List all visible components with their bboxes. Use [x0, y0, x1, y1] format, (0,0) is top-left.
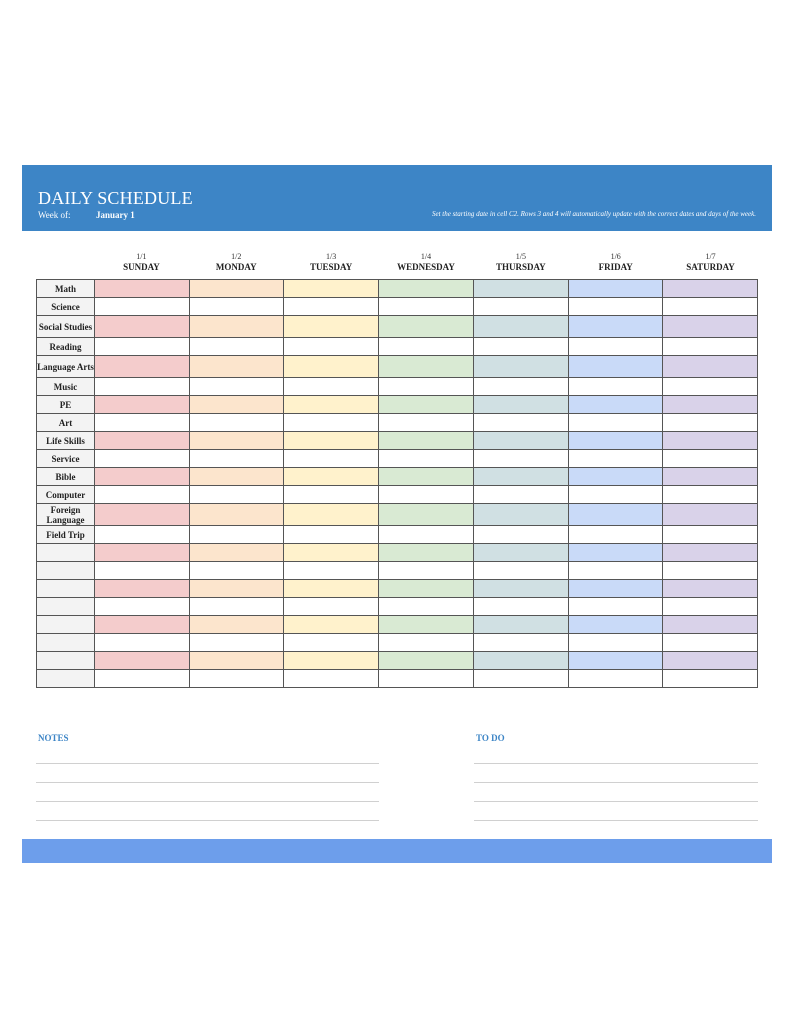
- schedule-cell[interactable]: [568, 544, 663, 562]
- schedule-cell[interactable]: [663, 670, 758, 688]
- schedule-cell[interactable]: [379, 504, 474, 526]
- schedule-cell[interactable]: [663, 598, 758, 616]
- day-header-0: [94, 252, 189, 276]
- day-date: 1/1: [136, 252, 147, 261]
- schedule-cell[interactable]: [379, 486, 474, 504]
- schedule-cell[interactable]: [568, 670, 663, 688]
- schedule-cell[interactable]: [568, 338, 663, 356]
- schedule-cell[interactable]: [473, 526, 568, 544]
- footer-bar: [22, 839, 772, 863]
- day-header-3: [379, 252, 474, 276]
- schedule-cell[interactable]: [568, 616, 663, 634]
- schedule-cell[interactable]: [379, 598, 474, 616]
- schedule-cell[interactable]: [663, 652, 758, 670]
- schedule-cell[interactable]: [379, 356, 474, 378]
- schedule-cell[interactable]: [568, 432, 663, 450]
- schedule-cell[interactable]: [189, 298, 284, 316]
- day-header-4: [473, 252, 568, 276]
- schedule-cell[interactable]: [284, 634, 379, 652]
- schedule-cell[interactable]: [284, 396, 379, 414]
- schedule-cell[interactable]: [473, 414, 568, 432]
- schedule-cell[interactable]: [95, 486, 190, 504]
- schedule-cell[interactable]: [189, 432, 284, 450]
- schedule-cell[interactable]: [95, 504, 190, 526]
- schedule-cell[interactable]: [189, 486, 284, 504]
- schedule-cell[interactable]: [568, 652, 663, 670]
- schedule-cell[interactable]: [568, 450, 663, 468]
- schedule-row: [37, 432, 758, 450]
- schedule-cell[interactable]: [284, 280, 379, 298]
- schedule-cell[interactable]: [379, 562, 474, 580]
- schedule-cell[interactable]: [473, 338, 568, 356]
- schedule-cell[interactable]: [473, 670, 568, 688]
- schedule-cell[interactable]: [473, 298, 568, 316]
- schedule-cell[interactable]: [189, 670, 284, 688]
- subject-cell[interactable]: Music: [37, 378, 95, 396]
- schedule-cell[interactable]: [663, 298, 758, 316]
- todo-line[interactable]: [474, 820, 758, 821]
- subject-cell[interactable]: Science: [37, 298, 95, 316]
- schedule-cell[interactable]: [189, 414, 284, 432]
- header-banner: [22, 165, 772, 231]
- schedule-cell[interactable]: [284, 316, 379, 338]
- day-header-2: [284, 252, 379, 276]
- subject-cell[interactable]: Field Trip: [37, 526, 95, 544]
- day-header-5: [568, 252, 663, 276]
- schedule-cell[interactable]: [473, 562, 568, 580]
- schedule-cell[interactable]: [473, 356, 568, 378]
- schedule-cell[interactable]: [473, 316, 568, 338]
- day-header-1: [189, 252, 284, 276]
- subject-cell[interactable]: [37, 580, 95, 598]
- schedule-cell[interactable]: [473, 486, 568, 504]
- schedule-cell[interactable]: [663, 634, 758, 652]
- day-name: MONDAY: [215, 262, 257, 272]
- schedule-cell[interactable]: [284, 486, 379, 504]
- notes-label: NOTES: [38, 733, 69, 743]
- day-name: FRIDAY: [598, 262, 633, 272]
- subject-cell[interactable]: Math: [37, 280, 95, 298]
- schedule-cell[interactable]: [568, 580, 663, 598]
- schedule-cell[interactable]: [95, 378, 190, 396]
- schedule-cell[interactable]: [284, 526, 379, 544]
- schedule-cell[interactable]: [473, 450, 568, 468]
- schedule-cell[interactable]: [473, 652, 568, 670]
- schedule-row: [37, 298, 758, 316]
- day-name: TUESDAY: [310, 262, 353, 272]
- schedule-cell[interactable]: [663, 338, 758, 356]
- schedule-cell[interactable]: [284, 670, 379, 688]
- schedule-cell[interactable]: [663, 526, 758, 544]
- schedule-cell[interactable]: [189, 338, 284, 356]
- subject-cell[interactable]: Bible: [37, 468, 95, 486]
- schedule-cell[interactable]: [284, 616, 379, 634]
- schedule-cell[interactable]: [473, 468, 568, 486]
- schedule-cell[interactable]: [663, 504, 758, 526]
- schedule-cell[interactable]: [95, 670, 190, 688]
- schedule-cell[interactable]: [379, 580, 474, 598]
- subject-cell[interactable]: Art: [37, 414, 95, 432]
- schedule-cell[interactable]: [379, 414, 474, 432]
- schedule-row: [37, 450, 758, 468]
- schedule-cell[interactable]: [568, 526, 663, 544]
- schedule-cell[interactable]: [189, 580, 284, 598]
- schedule-cell[interactable]: [95, 396, 190, 414]
- schedule-cell[interactable]: [379, 450, 474, 468]
- schedule-cell[interactable]: [189, 544, 284, 562]
- schedule-cell[interactable]: [189, 378, 284, 396]
- todo-line[interactable]: [474, 763, 758, 764]
- schedule-cell[interactable]: [473, 616, 568, 634]
- schedule-cell[interactable]: [568, 504, 663, 526]
- schedule-cell[interactable]: [473, 280, 568, 298]
- day-date: 1/5: [515, 252, 526, 261]
- schedule-cell[interactable]: [189, 616, 284, 634]
- notes-line[interactable]: [36, 782, 379, 783]
- notes-line[interactable]: [36, 801, 379, 802]
- schedule-cell[interactable]: [379, 616, 474, 634]
- schedule-cell[interactable]: [473, 432, 568, 450]
- subject-cell[interactable]: Language Arts: [37, 356, 95, 378]
- schedule-grid: [36, 279, 758, 688]
- schedule-cell[interactable]: [379, 378, 474, 396]
- notes-line[interactable]: [36, 820, 379, 821]
- schedule-cell[interactable]: [568, 414, 663, 432]
- schedule-row: [37, 526, 758, 544]
- schedule-cell[interactable]: [663, 356, 758, 378]
- day-name: SATURDAY: [686, 262, 735, 272]
- schedule-cell[interactable]: [95, 450, 190, 468]
- schedule-row: [37, 414, 758, 432]
- day-date: 1/3: [326, 252, 337, 261]
- subject-cell[interactable]: [37, 544, 95, 562]
- schedule-cell[interactable]: [189, 316, 284, 338]
- schedule-cell[interactable]: [568, 562, 663, 580]
- day-name: WEDNESDAY: [397, 262, 455, 272]
- schedule-cell[interactable]: [473, 580, 568, 598]
- schedule-row: [37, 486, 758, 504]
- schedule-cell[interactable]: [379, 338, 474, 356]
- schedule-row: [37, 562, 758, 580]
- subject-cell[interactable]: Computer: [37, 486, 95, 504]
- subject-cell[interactable]: Service: [37, 450, 95, 468]
- schedule-cell[interactable]: [663, 280, 758, 298]
- schedule-cell[interactable]: [568, 468, 663, 486]
- schedule-cell[interactable]: [568, 356, 663, 378]
- schedule-cell[interactable]: [95, 634, 190, 652]
- schedule-cell[interactable]: [663, 580, 758, 598]
- schedule-cell[interactable]: [663, 486, 758, 504]
- schedule-row: [37, 504, 758, 526]
- schedule-row: [37, 378, 758, 396]
- schedule-cell[interactable]: [473, 544, 568, 562]
- schedule-cell[interactable]: [663, 396, 758, 414]
- week-of-label: Week of:: [38, 210, 71, 220]
- notes-line[interactable]: [36, 763, 379, 764]
- schedule-row: [37, 544, 758, 562]
- schedule-cell[interactable]: [284, 378, 379, 396]
- schedule-cell[interactable]: [568, 486, 663, 504]
- schedule-cell[interactable]: [473, 504, 568, 526]
- schedule-cell[interactable]: [379, 468, 474, 486]
- schedule-cell[interactable]: [663, 468, 758, 486]
- schedule-cell[interactable]: [95, 316, 190, 338]
- page-title: DAILY SCHEDULE: [38, 188, 193, 208]
- schedule-cell[interactable]: [189, 562, 284, 580]
- day-name: SUNDAY: [123, 262, 160, 272]
- schedule-cell[interactable]: [568, 316, 663, 338]
- schedule-cell[interactable]: [284, 504, 379, 526]
- schedule-cell[interactable]: [284, 652, 379, 670]
- subject-cell[interactable]: [37, 598, 95, 616]
- schedule-cell[interactable]: [284, 338, 379, 356]
- schedule-cell[interactable]: [379, 432, 474, 450]
- subject-cell[interactable]: [37, 562, 95, 580]
- schedule-row: [37, 652, 758, 670]
- schedule-cell[interactable]: [284, 432, 379, 450]
- schedule-cell[interactable]: [284, 468, 379, 486]
- subject-cell[interactable]: Foreign Language: [37, 504, 95, 526]
- instruction-text: Set the starting date in cell C2. Rows 3 and 4 will automatically update with the correct dates and days of the week.: [431, 210, 756, 218]
- subject-cell[interactable]: [37, 670, 95, 688]
- schedule-cell[interactable]: [663, 616, 758, 634]
- schedule-cell[interactable]: [189, 396, 284, 414]
- schedule-cell[interactable]: [189, 504, 284, 526]
- schedule-cell[interactable]: [189, 634, 284, 652]
- schedule-cell[interactable]: [379, 316, 474, 338]
- schedule-cell[interactable]: [95, 338, 190, 356]
- schedule-cell[interactable]: [379, 670, 474, 688]
- schedule-cell[interactable]: [473, 598, 568, 616]
- schedule-cell[interactable]: [95, 356, 190, 378]
- schedule-cell[interactable]: [95, 432, 190, 450]
- schedule-cell[interactable]: [284, 356, 379, 378]
- schedule-cell[interactable]: [95, 616, 190, 634]
- schedule-row: [37, 280, 758, 298]
- schedule-cell[interactable]: [663, 562, 758, 580]
- schedule-cell[interactable]: [189, 652, 284, 670]
- schedule-cell[interactable]: [568, 598, 663, 616]
- schedule-cell[interactable]: [189, 468, 284, 486]
- day-date: 1/7: [705, 252, 716, 261]
- schedule-cell[interactable]: [663, 378, 758, 396]
- schedule-cell[interactable]: [95, 468, 190, 486]
- schedule-cell[interactable]: [284, 562, 379, 580]
- schedule-cell[interactable]: [663, 316, 758, 338]
- todo-line[interactable]: [474, 782, 758, 783]
- subject-cell[interactable]: Reading: [37, 338, 95, 356]
- schedule-cell[interactable]: [379, 652, 474, 670]
- schedule-row: [37, 670, 758, 688]
- schedule-cell[interactable]: [95, 562, 190, 580]
- schedule-cell[interactable]: [284, 298, 379, 316]
- subject-cell[interactable]: [37, 652, 95, 670]
- schedule-cell[interactable]: [568, 634, 663, 652]
- schedule-cell[interactable]: [473, 378, 568, 396]
- schedule-cell[interactable]: [284, 580, 379, 598]
- schedule-cell[interactable]: [568, 280, 663, 298]
- schedule-cell[interactable]: [663, 544, 758, 562]
- schedule-cell[interactable]: [663, 450, 758, 468]
- day-name: THURSDAY: [496, 262, 546, 272]
- day-date: 1/2: [231, 252, 242, 261]
- schedule-cell[interactable]: [473, 396, 568, 414]
- schedule-cell[interactable]: [379, 298, 474, 316]
- schedule-cell[interactable]: [189, 280, 284, 298]
- schedule-cell[interactable]: [189, 450, 284, 468]
- schedule-cell[interactable]: [95, 652, 190, 670]
- schedule-row: [37, 396, 758, 414]
- schedule-cell[interactable]: [663, 432, 758, 450]
- schedule-cell[interactable]: [473, 634, 568, 652]
- schedule-cell[interactable]: [95, 526, 190, 544]
- schedule-cell[interactable]: [284, 450, 379, 468]
- schedule-cell[interactable]: [95, 298, 190, 316]
- day-date: 1/6: [610, 252, 621, 261]
- schedule-cell[interactable]: [95, 414, 190, 432]
- schedule-cell[interactable]: [568, 378, 663, 396]
- schedule-cell[interactable]: [95, 544, 190, 562]
- schedule-cell[interactable]: [568, 298, 663, 316]
- schedule-cell[interactable]: [568, 396, 663, 414]
- schedule-cell[interactable]: [284, 414, 379, 432]
- schedule-cell[interactable]: [379, 280, 474, 298]
- schedule-cell[interactable]: [379, 526, 474, 544]
- schedule-row: [37, 580, 758, 598]
- schedule-cell[interactable]: [95, 280, 190, 298]
- schedule-cell[interactable]: [379, 396, 474, 414]
- schedule-cell[interactable]: [284, 598, 379, 616]
- day-header-6: [663, 252, 758, 276]
- schedule-row: [37, 316, 758, 338]
- subject-cell[interactable]: Social Studies: [37, 316, 95, 338]
- todo-label: TO DO: [476, 733, 505, 743]
- schedule-row: [37, 468, 758, 486]
- day-date: 1/4: [420, 252, 432, 261]
- schedule-cell[interactable]: [379, 634, 474, 652]
- subject-cell[interactable]: [37, 634, 95, 652]
- schedule-cell[interactable]: [379, 544, 474, 562]
- schedule-cell[interactable]: [95, 580, 190, 598]
- schedule-row: [37, 356, 758, 378]
- week-of-value[interactable]: January 1: [96, 210, 135, 220]
- subject-cell[interactable]: PE: [37, 396, 95, 414]
- schedule-row: [37, 598, 758, 616]
- subject-cell[interactable]: [37, 616, 95, 634]
- schedule-row: [37, 338, 758, 356]
- schedule-row: [37, 634, 758, 652]
- todo-line[interactable]: [474, 801, 758, 802]
- schedule-row: [37, 616, 758, 634]
- schedule-cell[interactable]: [189, 526, 284, 544]
- schedule-cell[interactable]: [189, 598, 284, 616]
- schedule-cell[interactable]: [284, 544, 379, 562]
- schedule-cell[interactable]: [663, 414, 758, 432]
- schedule-cell[interactable]: [95, 598, 190, 616]
- subject-cell[interactable]: Life Skills: [37, 432, 95, 450]
- schedule-cell[interactable]: [189, 356, 284, 378]
